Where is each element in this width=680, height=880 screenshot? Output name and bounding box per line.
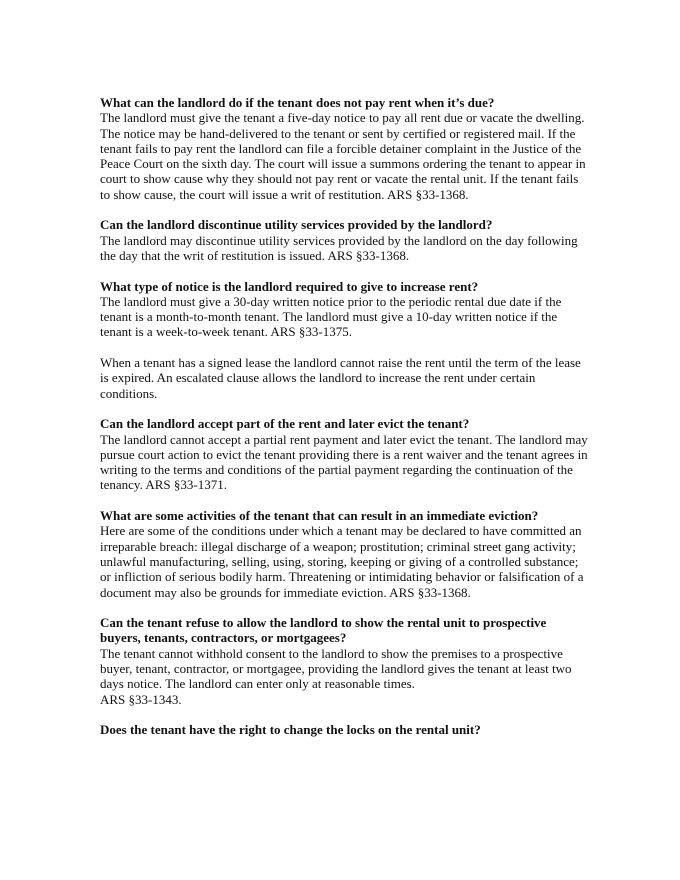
faq-immediate-eviction bbox=[100, 508, 590, 600]
body-paragraph: When a tenant has a signed lease the landlord cannot raise the rent until the term of the lease is expired. An escalated clause allows the landlord to increase the rent under certain conditions. bbox=[100, 355, 581, 401]
answer-text: The landlord must give the tenant a five-day notice to pay all rent due or vacate the dwelling. The notice may be hand-delivered to the tenant or sent by certified or registered mail. If the tenant fails to pay rent the landlord can file a forcible detainer complaint in the Justice of the Peace Court on the sixth day. The court will issue a summons ordering the tenant to appear in court to show cause why they should not pay rent or vacate the rental unit. If the tenant fails to show cause, the court will issue a writ of restitution. ARS §33-1368. bbox=[100, 110, 586, 202]
question-heading: Can the tenant refuse to allow the landlord to show the rental unit to prospective buyers, tenants, contractors, or mortgagees? bbox=[100, 615, 547, 646]
faq-utility-services bbox=[100, 217, 590, 263]
answer-text: The landlord may discontinue utility services provided by the landlord on the day following the day that the writ of restitution is issued. ARS §33-1368. bbox=[100, 232, 578, 263]
question-heading: What type of notice is the landlord required to give to increase rent? bbox=[100, 278, 479, 294]
question-heading: What are some activities of the tenant that can result in an immediate eviction? bbox=[100, 508, 539, 524]
answer-text: The tenant cannot withhold consent to the landlord to show the premises to a prospective buyer, tenant, contractor, or mortgagee, providing the landlord gives the tenant at least two days notice. The landlord can enter only at reasonable times. bbox=[100, 645, 572, 692]
faq-unpaid-rent bbox=[100, 95, 590, 202]
question-heading: Does the tenant have the right to change the locks on the rental unit? bbox=[100, 722, 481, 738]
faq-partial-rent bbox=[100, 416, 590, 492]
faq-rent-increase-notice bbox=[100, 279, 590, 340]
question-heading: Can the landlord accept part of the rent and later evict the tenant? bbox=[100, 416, 470, 432]
document-page bbox=[100, 95, 590, 753]
answer-text: The landlord must give a 30-day written notice prior to the periodic rental due date if the tenant is a month-to-month tenant. The landlord must give a 10-day written notice if the tenant is a week-to-week tenant. ARS §33-1375. bbox=[100, 293, 562, 340]
faq-showing-rental-unit bbox=[100, 615, 590, 707]
answer-text: The landlord cannot accept a partial rent payment and later evict the tenant. The landlord may pursue court action to evict the tenant providing there is a rent waiver and the tenant agrees in writing to the terms and conditions of the partial payment regarding the continuation of the tenancy. ARS §33-1371. bbox=[100, 431, 588, 493]
faq-change-locks bbox=[100, 722, 590, 737]
lease-rent-paragraph bbox=[100, 355, 590, 401]
question-heading: Can the landlord discontinue utility services provided by the landlord? bbox=[100, 217, 493, 233]
question-heading: What can the landlord do if the tenant does not pay rent when it’s due? bbox=[100, 95, 495, 110]
answer-reference: ARS §33-1343. bbox=[100, 691, 182, 707]
answer-text: Here are some of the conditions under which a tenant may be declared to have committed an irreparable breach: illegal discharge of a weapon; prostitution; criminal street gang activity; unlawful manufacturing, selling, using, storing, keeping or giving of a controlled substance; or infliction of serious bodily harm. Threatening or intimidating behavior or falsification of a document may also be grounds for immediate eviction. ARS §33-1368. bbox=[100, 523, 584, 600]
